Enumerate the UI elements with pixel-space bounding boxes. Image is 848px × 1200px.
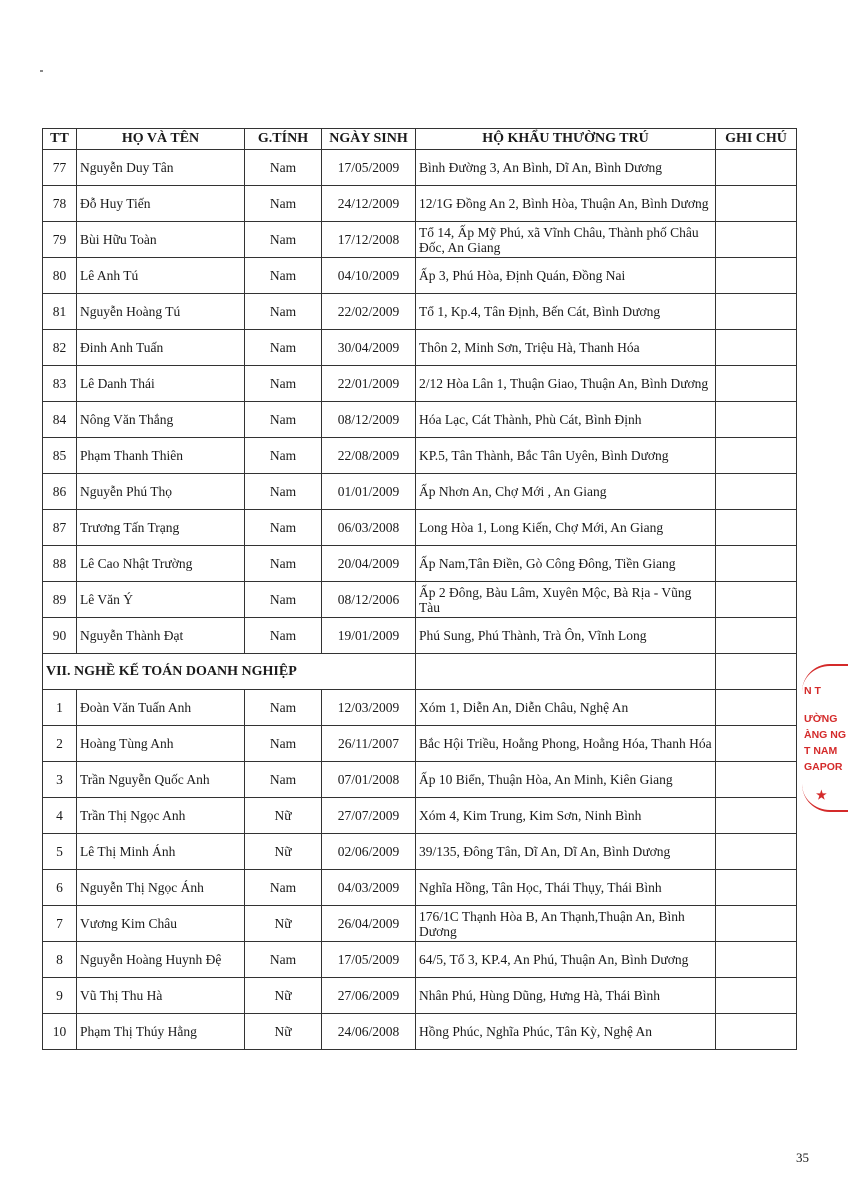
section-block — [43, 654, 797, 690]
cell-address: Ấp 3, Phú Hòa, Định Quán, Đồng Nai — [416, 258, 716, 294]
cell-address: KP.5, Tân Thành, Bắc Tân Uyên, Bình Dương — [416, 438, 716, 474]
cell-gender: Nam — [245, 942, 322, 978]
cell-tt: 89 — [43, 582, 77, 618]
stamp-line: ÀNG NG — [804, 729, 846, 741]
cell-note — [716, 366, 797, 402]
cell-gender: Nam — [245, 258, 322, 294]
cell-gender: Nam — [245, 510, 322, 546]
table-row — [43, 726, 797, 762]
cell-address: 176/1C Thạnh Hòa B, An Thạnh,Thuận An, Bình Dương — [416, 906, 716, 942]
cell-gender: Nam — [245, 474, 322, 510]
cell-address: Ấp 10 Biển, Thuận Hòa, An Minh, Kiên Giang — [416, 762, 716, 798]
cell-gender: Nữ — [245, 798, 322, 834]
cell-tt: 79 — [43, 222, 77, 258]
cell-name: Bùi Hữu Toàn — [77, 222, 245, 258]
cell-gender: Nữ — [245, 906, 322, 942]
cell-tt: 86 — [43, 474, 77, 510]
cell-address: Ấp Nam,Tân Điền, Gò Công Đông, Tiền Giang — [416, 546, 716, 582]
table-row — [43, 978, 797, 1014]
cell-note — [716, 150, 797, 186]
table-row — [43, 438, 797, 474]
cell-name: Lê Cao Nhật Trường — [77, 546, 245, 582]
cell-address: Ấp Nhơn An, Chợ Mới , An Giang — [416, 474, 716, 510]
table-body-part2 — [43, 690, 797, 1050]
cell-tt: 10 — [43, 1014, 77, 1050]
cell-address: Bình Đường 3, An Bình, Dĩ An, Bình Dương — [416, 150, 716, 186]
table-row — [43, 762, 797, 798]
cell-name: Lê Anh Tú — [77, 258, 245, 294]
cell-note — [716, 618, 797, 654]
cell-tt: 81 — [43, 294, 77, 330]
cell-note — [716, 510, 797, 546]
header-name: HỌ VÀ TÊN — [77, 129, 245, 150]
cell-note — [716, 402, 797, 438]
cell-dob: 19/01/2009 — [322, 618, 416, 654]
cell-dob: 26/11/2007 — [322, 726, 416, 762]
cell-dob: 08/12/2006 — [322, 582, 416, 618]
table-row — [43, 150, 797, 186]
cell-note — [716, 798, 797, 834]
cell-tt: 88 — [43, 546, 77, 582]
cell-note — [716, 294, 797, 330]
cell-tt: 85 — [43, 438, 77, 474]
cell-address: Tổ 1, Kp.4, Tân Định, Bến Cát, Bình Dương — [416, 294, 716, 330]
cell-dob: 22/08/2009 — [322, 438, 416, 474]
cell-dob: 06/03/2008 — [322, 510, 416, 546]
cell-dob: 20/04/2009 — [322, 546, 416, 582]
header-tt: TT — [43, 129, 77, 150]
cell-name: Trần Thị Ngọc Anh — [77, 798, 245, 834]
cell-note — [716, 258, 797, 294]
cell-dob: 07/01/2008 — [322, 762, 416, 798]
cell-dob: 04/03/2009 — [322, 870, 416, 906]
stamp-star-icon: ★ — [816, 788, 827, 802]
cell-gender: Nam — [245, 294, 322, 330]
cell-tt: 90 — [43, 618, 77, 654]
cell-name: Nguyễn Duy Tân — [77, 150, 245, 186]
table-row — [43, 1014, 797, 1050]
cell-tt: 3 — [43, 762, 77, 798]
cell-address: 12/1G Đồng An 2, Bình Hòa, Thuận An, Bình Dương — [416, 186, 716, 222]
cell-dob: 27/06/2009 — [322, 978, 416, 1014]
cell-address: Xóm 1, Diễn An, Diễn Châu, Nghệ An — [416, 690, 716, 726]
cell-gender: Nam — [245, 222, 322, 258]
header-dob: NGÀY SINH — [322, 129, 416, 150]
header-gender: G.TÍNH — [245, 129, 322, 150]
cell-note — [716, 1014, 797, 1050]
table-row — [43, 834, 797, 870]
stamp-line: N T — [804, 685, 821, 697]
section-empty-address — [416, 654, 716, 690]
table-row — [43, 258, 797, 294]
cell-dob: 01/01/2009 — [322, 474, 416, 510]
cell-address: Hồng Phúc, Nghĩa Phúc, Tân Kỳ, Nghệ An — [416, 1014, 716, 1050]
cell-name: Lê Danh Thái — [77, 366, 245, 402]
cell-tt: 78 — [43, 186, 77, 222]
cell-name: Đoàn Văn Tuấn Anh — [77, 690, 245, 726]
cell-gender: Nam — [245, 582, 322, 618]
cell-gender: Nam — [245, 402, 322, 438]
cell-note — [716, 546, 797, 582]
cell-dob: 24/06/2008 — [322, 1014, 416, 1050]
cell-name: Đinh Anh Tuấn — [77, 330, 245, 366]
cell-name: Nông Văn Thắng — [77, 402, 245, 438]
cell-tt: 83 — [43, 366, 77, 402]
cell-name: Nguyễn Hoàng Huynh Đệ — [77, 942, 245, 978]
cell-dob: 17/05/2009 — [322, 942, 416, 978]
cell-gender: Nam — [245, 546, 322, 582]
cell-note — [716, 582, 797, 618]
cell-address: Bắc Hội Triều, Hoằng Phong, Hoằng Hóa, Thanh Hóa — [416, 726, 716, 762]
cell-gender: Nam — [245, 150, 322, 186]
cell-gender: Nữ — [245, 1014, 322, 1050]
cell-tt: 87 — [43, 510, 77, 546]
cell-gender: Nam — [245, 366, 322, 402]
cell-note — [716, 438, 797, 474]
cell-dob: 30/04/2009 — [322, 330, 416, 366]
cell-dob: 17/05/2009 — [322, 150, 416, 186]
cell-address: Phú Sung, Phú Thành, Trà Ôn, Vĩnh Long — [416, 618, 716, 654]
table-row — [43, 330, 797, 366]
cell-gender: Nam — [245, 618, 322, 654]
cell-address: 64/5, Tổ 3, KP.4, An Phú, Thuận An, Bình Dương — [416, 942, 716, 978]
cell-gender: Nữ — [245, 834, 322, 870]
cell-name: Vũ Thị Thu Hà — [77, 978, 245, 1014]
cell-note — [716, 906, 797, 942]
cell-gender: Nữ — [245, 978, 322, 1014]
student-table — [42, 128, 797, 1050]
cell-note — [716, 474, 797, 510]
cell-tt: 5 — [43, 834, 77, 870]
cell-dob: 08/12/2009 — [322, 402, 416, 438]
table-row — [43, 366, 797, 402]
cell-address: Long Hòa 1, Long Kiến, Chợ Mới, An Giang — [416, 510, 716, 546]
stamp-line: GAPOR — [804, 761, 843, 773]
cell-address: 2/12 Hòa Lân 1, Thuận Giao, Thuận An, Bình Dương — [416, 366, 716, 402]
cell-note — [716, 330, 797, 366]
stamp-ring-bottom — [802, 784, 848, 812]
header-note: GHI CHÚ — [716, 129, 797, 150]
cell-tt: 1 — [43, 690, 77, 726]
table-body-part1 — [43, 150, 797, 654]
section-empty-note — [716, 654, 797, 690]
table-row — [43, 474, 797, 510]
cell-note — [716, 834, 797, 870]
cell-gender: Nam — [245, 762, 322, 798]
cell-dob: 24/12/2009 — [322, 186, 416, 222]
cell-tt: 9 — [43, 978, 77, 1014]
cell-tt: 84 — [43, 402, 77, 438]
cell-tt: 4 — [43, 798, 77, 834]
stamp-line: ƯỜNG — [804, 713, 838, 725]
cell-dob: 22/02/2009 — [322, 294, 416, 330]
table-row — [43, 510, 797, 546]
cell-note — [716, 690, 797, 726]
cell-address: Nghĩa Hồng, Tân Học, Thái Thụy, Thái Bình — [416, 870, 716, 906]
cell-name: Nguyễn Hoàng Tú — [77, 294, 245, 330]
page-number: 35 — [796, 1150, 809, 1165]
table-row — [43, 690, 797, 726]
cell-dob: 27/07/2009 — [322, 798, 416, 834]
table-row — [43, 222, 797, 258]
cell-dob: 12/03/2009 — [322, 690, 416, 726]
header-address: HỘ KHẨU THƯỜNG TRÚ — [416, 129, 716, 150]
table-row — [43, 186, 797, 222]
table-row — [43, 942, 797, 978]
scan-speck — [40, 70, 43, 72]
table-row — [43, 582, 797, 618]
cell-dob: 22/01/2009 — [322, 366, 416, 402]
cell-address: Thôn 2, Minh Sơn, Triệu Hà, Thanh Hóa — [416, 330, 716, 366]
cell-dob: 17/12/2008 — [322, 222, 416, 258]
cell-note — [716, 978, 797, 1014]
cell-note — [716, 870, 797, 906]
cell-gender: Nam — [245, 186, 322, 222]
section-title: VII. NGHỀ KẾ TOÁN DOANH NGHIỆP — [43, 654, 416, 690]
cell-gender: Nam — [245, 726, 322, 762]
cell-dob: 02/06/2009 — [322, 834, 416, 870]
stamp-line: T NAM — [804, 745, 838, 757]
table-row — [43, 906, 797, 942]
cell-gender: Nam — [245, 438, 322, 474]
table-row — [43, 546, 797, 582]
cell-tt: 6 — [43, 870, 77, 906]
cell-dob: 04/10/2009 — [322, 258, 416, 294]
cell-note — [716, 186, 797, 222]
cell-name: Đỗ Huy Tiến — [77, 186, 245, 222]
cell-name: Vương Kim Châu — [77, 906, 245, 942]
cell-name: Lê Văn Ý — [77, 582, 245, 618]
cell-name: Nguyễn Thị Ngọc Ánh — [77, 870, 245, 906]
cell-gender: Nam — [245, 690, 322, 726]
cell-gender: Nam — [245, 870, 322, 906]
cell-address: Tổ 14, Ấp Mỹ Phú, xã Vĩnh Châu, Thành phố Châu Đốc, An Giang — [416, 222, 716, 258]
cell-address: 39/135, Đông Tân, Dĩ An, Dĩ An, Bình Dương — [416, 834, 716, 870]
cell-tt: 82 — [43, 330, 77, 366]
table-row — [43, 618, 797, 654]
cell-address: Ấp 2 Đông, Bàu Lâm, Xuyên Mộc, Bà Rịa - Vũng Tàu — [416, 582, 716, 618]
cell-address: Hóa Lạc, Cát Thành, Phù Cát, Bình Định — [416, 402, 716, 438]
cell-tt: 77 — [43, 150, 77, 186]
cell-name: Lê Thị Minh Ánh — [77, 834, 245, 870]
table-header-row — [43, 129, 797, 150]
table-row — [43, 402, 797, 438]
cell-name: Trương Tấn Trạng — [77, 510, 245, 546]
table-row — [43, 294, 797, 330]
cell-tt: 80 — [43, 258, 77, 294]
cell-address: Xóm 4, Kim Trung, Kim Sơn, Ninh Bình — [416, 798, 716, 834]
cell-name: Trần Nguyễn Quốc Anh — [77, 762, 245, 798]
cell-note — [716, 762, 797, 798]
table-row — [43, 870, 797, 906]
cell-dob: 26/04/2009 — [322, 906, 416, 942]
cell-tt: 7 — [43, 906, 77, 942]
cell-name: Nguyễn Thành Đạt — [77, 618, 245, 654]
cell-name: Nguyễn Phú Thọ — [77, 474, 245, 510]
cell-name: Phạm Thanh Thiên — [77, 438, 245, 474]
cell-note — [716, 222, 797, 258]
cell-name: Phạm Thị Thúy Hằng — [77, 1014, 245, 1050]
red-seal-stamp — [800, 662, 848, 820]
cell-tt: 8 — [43, 942, 77, 978]
cell-note — [716, 942, 797, 978]
table-row — [43, 798, 797, 834]
cell-address: Nhân Phú, Hùng Dũng, Hưng Hà, Thái Bình — [416, 978, 716, 1014]
section-row — [43, 654, 797, 690]
cell-tt: 2 — [43, 726, 77, 762]
cell-gender: Nam — [245, 330, 322, 366]
cell-name: Hoàng Tùng Anh — [77, 726, 245, 762]
cell-note — [716, 726, 797, 762]
